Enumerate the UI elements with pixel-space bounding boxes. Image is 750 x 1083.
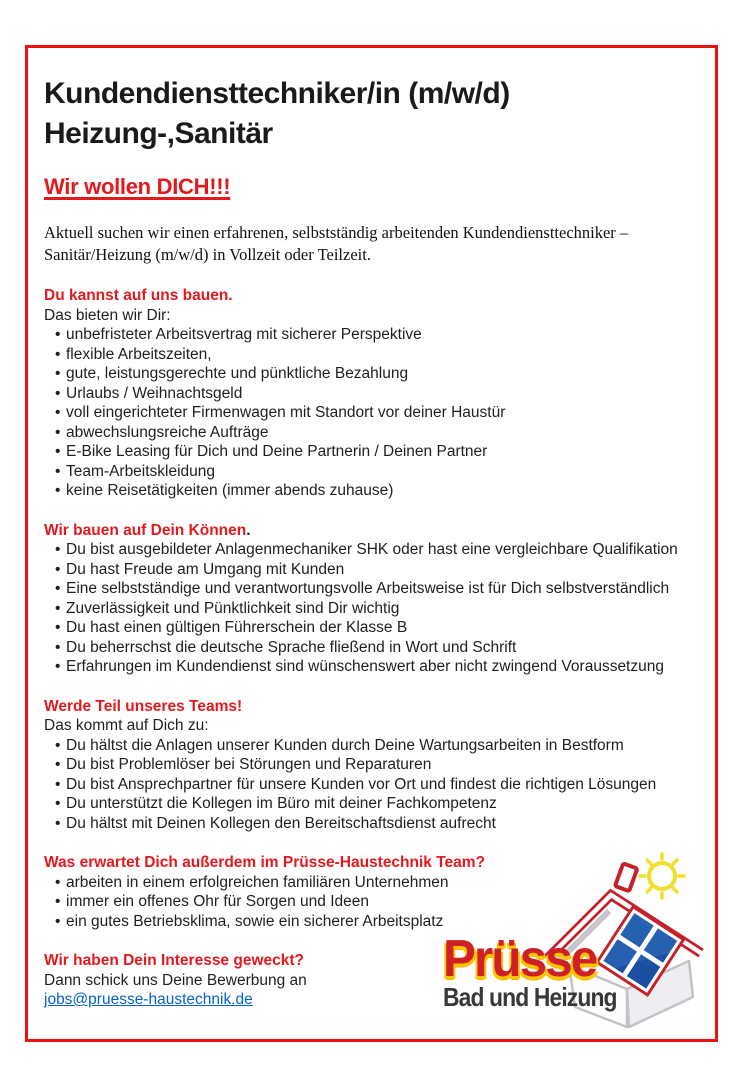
list-item: • flexible Arbeitszeiten, [55, 345, 703, 365]
job-title-line1: Kundendiensttechniker/in (m/w/d) [44, 77, 510, 110]
list-item: • Du hast einen gültigen Führerschein der Klasse B [55, 618, 703, 638]
list-item: • Du hältst mit Deinen Kollegen den Bereitschaftsdienst aufrecht [55, 814, 703, 834]
list-item: • unbefristeter Arbeitsvertrag mit sicherer Perspektive [55, 325, 703, 345]
list-item: • ein gutes Betriebsklima, sowie ein sicherer Arbeitsplatz [55, 912, 703, 932]
section-heading-period: . [246, 521, 251, 539]
email-link[interactable]: jobs@pruesse-haustechnik.de [44, 991, 253, 1008]
section-requirements [44, 521, 703, 677]
section-benefits [44, 286, 703, 501]
job-title [44, 74, 703, 154]
list-item: • Erfahrungen im Kundendienst sind wünschenswert aber nicht zwingend Voraussetzung [55, 657, 703, 677]
page-border [25, 45, 718, 1042]
logo-wordmark: Prüsse [443, 930, 597, 988]
list-item: • Urlaubs / Weihnachtsgeld [55, 384, 703, 404]
section-heading: Werde Teil unseres Teams! [44, 697, 243, 715]
logo-subtitle: Bad und Heizung [443, 982, 617, 1012]
job-title-line2: Heizung-,Sanitär [44, 117, 273, 150]
tasks-list [44, 736, 703, 834]
list-item: • voll eingerichteter Firmenwagen mit Standort vor deiner Haustür [55, 403, 703, 423]
section-subheading: Das kommt auf Dich zu: [44, 717, 209, 734]
list-item: • Du hältst die Anlagen unserer Kunden durch Deine Wartungsarbeiten in Bestform [55, 736, 703, 756]
contact-heading: Wir haben Dein Interesse geweckt? [44, 952, 304, 969]
list-item: • Team-Arbeitskleidung [55, 462, 703, 482]
contact-line: Dann schick uns Deine Bewerbung an [44, 971, 307, 989]
tagline: Wir wollen DICH!!! [44, 174, 231, 199]
list-item: • Du bist Problemlöser bei Störungen und Reparaturen [55, 755, 703, 775]
section-tasks [44, 697, 703, 834]
sun-icon [640, 854, 684, 898]
requirements-list [44, 540, 703, 677]
logo-text [443, 930, 640, 1012]
list-item: • Du unterstützt die Kollegen im Büro mit deiner Fachkompetenz [55, 794, 703, 814]
section-heading: Du kannst auf uns bauen. [44, 287, 233, 304]
section-heading [44, 521, 703, 541]
list-item: • Du beherrschst die deutsche Sprache fließend in Wort und Schrift [55, 638, 703, 658]
list-item: • Zuverlässigkeit und Pünktlichkeit sind Dir wichtig [55, 599, 703, 619]
intro-paragraph: Aktuell suchen wir einen erfahrenen, selbstständig arbeitenden Kundendiensttechniker – Sanitär/Heizung (m/w/d) in Vollzeit oder Teilzeit. [44, 223, 629, 264]
list-item: • arbeiten in einem erfolgreichen familiären Unternehmen [55, 873, 703, 893]
list-item: • Du bist Ansprechpartner für unsere Kunden vor Ort und findest die richtigen Lösungen [55, 775, 703, 795]
benefits-list [44, 325, 703, 501]
list-item: • abwechslungsreiche Aufträge [55, 423, 703, 443]
list-item: • immer ein offenes Ohr für Sorgen und Ideen [55, 892, 703, 912]
chimney-icon [615, 863, 637, 891]
section-heading-text: Wir bauen auf Dein Können [44, 521, 247, 539]
section-subheading: Das bieten wir Dir: [44, 306, 171, 324]
company-logo [441, 849, 711, 1033]
list-item: • Du bist ausgebildeter Anlagenmechaniker SHK oder hast eine vergleichbare Qualifikation [55, 540, 703, 560]
section-heading: Was erwartet Dich außerdem im Prüsse-Haustechnik Team? [44, 854, 486, 871]
list-item: • Du hast Freude am Umgang mit Kunden [55, 560, 703, 580]
list-item: • E-Bike Leasing für Dich und Deine Partnerin / Deinen Partner [55, 442, 703, 462]
list-item: • keine Reisetätigkeiten (immer abends zuhause) [55, 481, 703, 501]
list-item: • Eine selbstständige und verantwortungsvolle Arbeitsweise ist für Dich selbstverständlich [55, 579, 703, 599]
list-item: • gute, leistungsgerechte und pünktliche Bezahlung [55, 364, 703, 384]
